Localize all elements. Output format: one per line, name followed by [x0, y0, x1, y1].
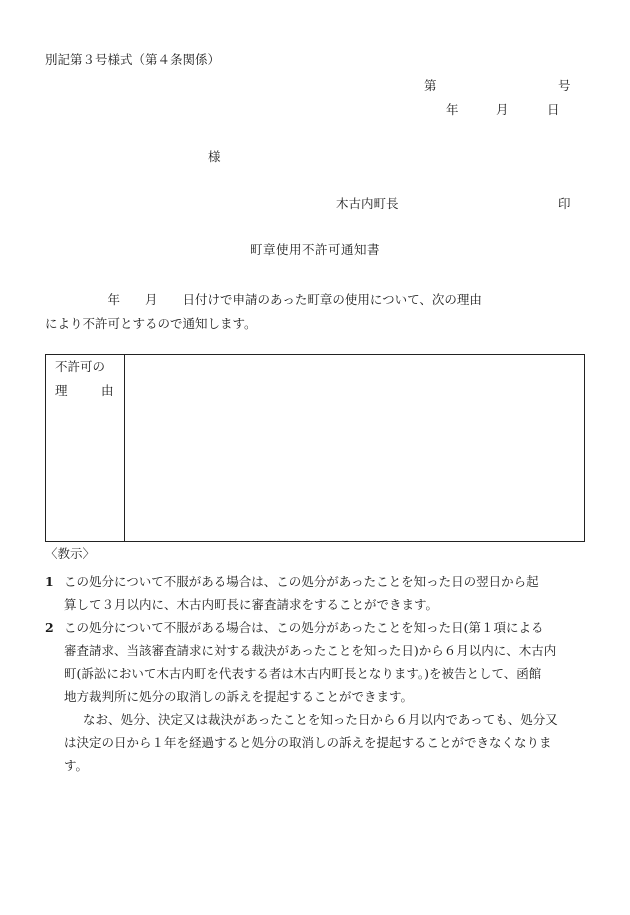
document-title: 町章使用不許可通知書: [249, 242, 380, 257]
reason-label-line-2a: 理: [55, 383, 68, 398]
instruction-2-line-3: 町(訴訟において木古内町を代表する者は木古内町長となります。)を被告として、函館: [64, 666, 542, 681]
instruction-1-line-1: この処分について不服がある場合は、この処分があったことを知った日の翌日から起: [64, 574, 539, 589]
body-line-1: 年 月 日付けで申請のあった町章の使用について、次の理由: [45, 292, 482, 307]
issuer-name: 木古内町長: [336, 196, 399, 211]
reason-table: [45, 354, 585, 542]
body-line-2: により不許可とするので通知します。: [45, 316, 257, 331]
instruction-item-1: [45, 570, 590, 616]
instructions-heading: 〈教示〉: [45, 546, 96, 561]
addressee-suffix: 様: [208, 149, 221, 164]
body-paragraph: [45, 288, 590, 336]
instruction-number-2: 2: [45, 620, 54, 635]
instruction-note-line-1: なお、処分、決定又は裁決があったことを知った日から６月以内であっても、処分又: [83, 712, 558, 727]
form-label: 別記第３号様式（第４条関係）: [45, 52, 221, 67]
instruction-number-1: 1: [45, 574, 54, 589]
date-year-label: 年: [446, 102, 459, 117]
instruction-2-line-1: この処分について不服がある場合は、この処分があったことを知った日(第１項による: [64, 620, 544, 635]
instruction-note: [45, 708, 590, 777]
document-number-suffix: 号: [558, 78, 571, 93]
document-number-prefix: 第: [424, 78, 437, 93]
date-day-label: 日: [547, 102, 560, 117]
reason-label-cell: [46, 355, 125, 541]
seal-mark: 印: [558, 196, 571, 211]
instruction-note-line-2: は決定の日から１年を経過すると処分の取消しの訴えを提起することができなくなりま: [64, 735, 552, 750]
instruction-item-2: [45, 616, 590, 708]
reason-label-line-1: 不許可の: [55, 359, 106, 374]
instruction-note-line-3: す。: [64, 758, 89, 773]
instruction-2-line-2: 審査請求、当該審査請求に対する裁決があったことを知った日)から６月以内に、木古内: [64, 643, 557, 658]
instruction-2-line-4: 地方裁判所に処分の取消しの訴えを提起することができます。: [64, 689, 414, 704]
reason-label-line-2b: 由: [101, 383, 114, 398]
date-month-label: 月: [496, 102, 509, 117]
instruction-1-line-2: 算して３月以内に、木古内町長に審査請求をすることができます。: [64, 597, 439, 612]
